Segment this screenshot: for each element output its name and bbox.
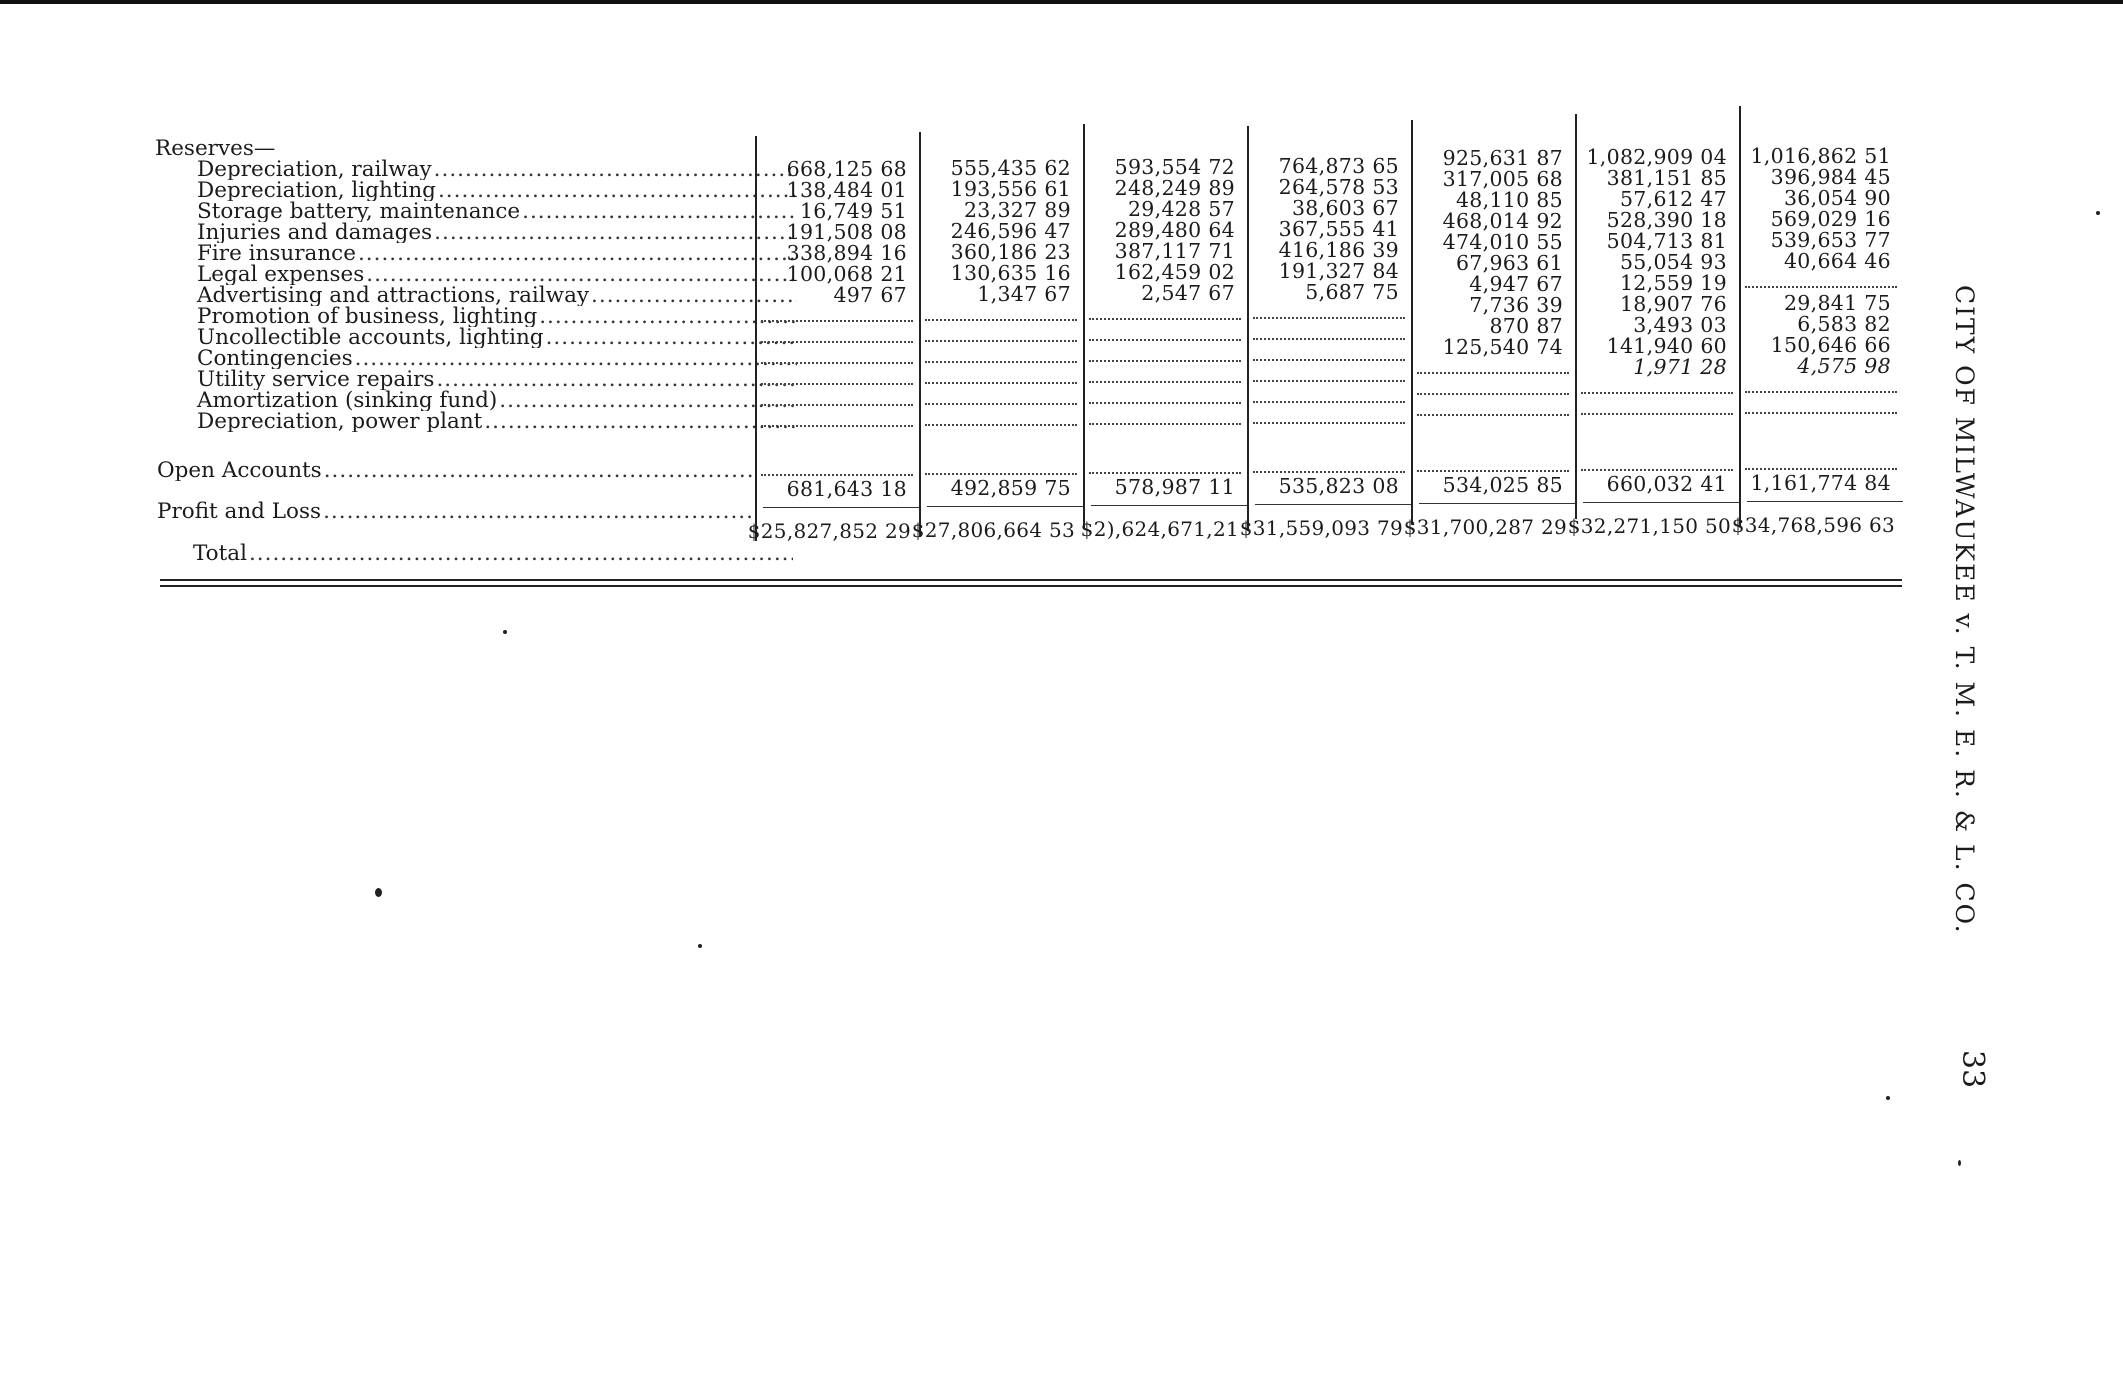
reserve-value: 191,508 08 — [786, 220, 907, 244]
empty-cell-leader — [1089, 421, 1241, 425]
subtotal-rule — [763, 507, 919, 508]
balance-sheet-table — [155, 118, 1905, 598]
reserve-value: 67,963 61 — [1455, 251, 1563, 275]
total-value: $34,768,596 63 — [1731, 513, 1895, 537]
reserve-value: 16,749 51 — [799, 199, 907, 223]
total-value: $32,271,150 50 — [1567, 514, 1731, 538]
reserve-row-label — [155, 264, 797, 285]
reserve-row-label — [155, 369, 797, 390]
ink-speck — [1958, 1160, 1961, 1166]
reserve-value: 569,029 16 — [1770, 207, 1891, 231]
empty-cell-leader — [1089, 379, 1241, 383]
empty-cell-leader — [761, 423, 913, 427]
reserve-value: 367,555 41 — [1278, 217, 1399, 241]
reserve-value: 150,646 66 — [1770, 333, 1891, 357]
reserve-value: 504,713 81 — [1606, 229, 1727, 253]
reserve-value: 6,583 82 — [1797, 312, 1891, 336]
year-column — [1567, 118, 1739, 558]
empty-cell-leader — [1253, 399, 1405, 403]
reserve-value: 248,249 89 — [1114, 176, 1235, 200]
empty-cell-leader — [925, 317, 1077, 321]
open-accounts-label-text: Open Accounts — [157, 460, 322, 481]
year-column — [747, 118, 919, 558]
empty-cell-leader — [1745, 389, 1897, 393]
subtotal-rule — [1255, 504, 1411, 505]
reserve-row-label-text: Storage battery, maintenance — [197, 201, 521, 222]
empty-cell-leader — [1253, 420, 1405, 424]
empty-cell-leader — [1089, 316, 1241, 320]
ink-speck — [698, 944, 702, 948]
empty-cell-leader — [1253, 378, 1405, 382]
reserve-value: 555,435 62 — [950, 156, 1071, 180]
empty-cell-leader — [1417, 412, 1569, 416]
reserve-value: 396,984 45 — [1770, 165, 1891, 189]
reserve-value: 474,010 55 — [1442, 230, 1563, 254]
reserve-row-label-text: Fire insurance — [197, 243, 356, 264]
ink-speck — [1886, 1096, 1890, 1100]
ink-speck — [503, 630, 507, 634]
reserve-value: 1,016,862 51 — [1750, 144, 1891, 168]
reserve-value: 36,054 90 — [1783, 186, 1891, 210]
reserve-row-label-text: Uncollectible accounts, lighting — [197, 327, 544, 348]
open-accounts-leader — [761, 472, 913, 476]
reserve-value: 381,151 85 — [1606, 166, 1727, 190]
reserve-row-label-text: Contingencies — [197, 348, 353, 369]
reserve-value: 1,971 28 — [1633, 355, 1727, 379]
total-value: $31,700,287 29 — [1403, 515, 1567, 539]
profit-loss-label-text: Profit and Loss — [157, 501, 322, 522]
empty-cell-leader — [1253, 315, 1405, 319]
reserve-value: 870 87 — [1489, 314, 1563, 338]
empty-cell-leader — [1089, 358, 1241, 362]
reserve-value: 764,873 65 — [1278, 154, 1399, 178]
reserve-row-label — [155, 180, 797, 201]
reserve-row-label-text: Advertising and attractions, railway — [197, 285, 590, 306]
reserve-row-label — [155, 306, 797, 327]
reserve-value: 23,327 89 — [963, 198, 1071, 222]
reserve-row-label — [155, 390, 797, 411]
reserve-value: 3,493 03 — [1633, 313, 1727, 337]
total-value: $31,559,093 79 — [1239, 516, 1403, 540]
reserve-value: 57,612 47 — [1619, 187, 1727, 211]
closing-rule-bottom — [160, 585, 1902, 587]
page-number: 33 — [1955, 1050, 1990, 1089]
reserves-heading: Reserves— — [155, 138, 276, 159]
reserve-value: 497 67 — [833, 283, 907, 307]
empty-cell-leader — [925, 338, 1077, 342]
reserve-value: 289,480 64 — [1114, 218, 1235, 242]
reserve-value: 416,186 39 — [1278, 238, 1399, 262]
profit-loss-value: 681,643 18 — [786, 477, 907, 501]
reserve-value: 668,125 68 — [786, 157, 907, 181]
reserve-value: 5,687 75 — [1305, 280, 1399, 304]
ink-speck — [2096, 211, 2100, 215]
empty-cell-leader — [1581, 411, 1733, 415]
reserve-row-label — [155, 201, 797, 222]
running-head: CITY OF MILWAUKEE v. T. M. E. R. & L. CO. — [1950, 285, 1979, 935]
reserve-value: 528,390 18 — [1606, 208, 1727, 232]
reserve-value: 360,186 23 — [950, 240, 1071, 264]
reserve-value: 191,327 84 — [1278, 259, 1399, 283]
year-column — [1731, 118, 1903, 558]
empty-cell-leader — [1745, 410, 1897, 414]
total-value: $2),624,671,21 — [1080, 517, 1239, 541]
reserve-value: 468,014 92 — [1442, 209, 1563, 233]
subtotal-rule — [1091, 505, 1247, 506]
empty-cell-leader — [1089, 400, 1241, 404]
reserve-value: 130,635 16 — [950, 261, 1071, 285]
year-column — [911, 118, 1083, 558]
profit-loss-value: 1,161,774 84 — [1750, 471, 1891, 495]
reserve-value: 246,596 47 — [950, 219, 1071, 243]
reserve-row-label-text: Promotion of business, lighting — [197, 306, 538, 327]
profit-loss-value: 660,032 41 — [1606, 472, 1727, 496]
reserve-value: 387,117 71 — [1114, 239, 1235, 263]
total-label-text: Total — [193, 543, 247, 564]
reserve-value: 593,554 72 — [1114, 155, 1235, 179]
empty-cell-leader — [761, 360, 913, 364]
empty-cell-leader — [1253, 357, 1405, 361]
open-accounts-label — [155, 460, 757, 481]
open-accounts-leader — [1417, 468, 1569, 472]
reserve-value: 193,556 61 — [950, 177, 1071, 201]
open-accounts-leader — [1581, 467, 1733, 471]
subtotal-rule — [1419, 503, 1575, 504]
reserve-value: 317,005 68 — [1442, 167, 1563, 191]
subtotal-rule — [1747, 501, 1903, 502]
reserve-value: 4,947 67 — [1469, 272, 1563, 296]
reserve-value: 55,054 93 — [1619, 250, 1727, 274]
reserve-row-label — [155, 243, 797, 264]
reserve-value: 539,653 77 — [1770, 228, 1891, 252]
reserve-value: 4,575 98 — [1797, 354, 1891, 378]
subtotal-rule — [1583, 502, 1739, 503]
reserve-row-label-text: Utility service repairs — [197, 369, 435, 390]
empty-cell-leader — [761, 402, 913, 406]
year-column — [1080, 118, 1247, 558]
reserve-value: 100,068 21 — [786, 262, 907, 286]
empty-cell-leader — [925, 401, 1077, 405]
reserve-row-label — [155, 222, 797, 243]
empty-cell-leader — [1253, 336, 1405, 340]
empty-cell-leader — [1745, 284, 1897, 288]
reserve-value: 338,894 16 — [786, 241, 907, 265]
reserve-value: 29,428 57 — [1127, 197, 1235, 221]
closing-rule-top — [160, 579, 1902, 581]
reserve-row-label — [155, 327, 797, 348]
year-column — [1403, 118, 1575, 558]
reserve-value: 38,603 67 — [1291, 196, 1399, 220]
profit-loss-label — [155, 501, 757, 522]
total-label — [155, 543, 793, 564]
empty-cell-leader — [925, 422, 1077, 426]
reserve-value: 925,631 87 — [1442, 146, 1563, 170]
reserve-value: 12,559 19 — [1619, 271, 1727, 295]
reserve-row-label-text: Injuries and damages — [197, 222, 433, 243]
reserve-row-label-text: Depreciation, power plant — [197, 411, 483, 432]
subtotal-rule — [927, 506, 1083, 507]
reserve-row-label — [155, 348, 797, 369]
reserve-row-label-text: Amortization (sinking fund) — [197, 390, 498, 411]
reserve-value: 18,907 76 — [1619, 292, 1727, 316]
reserve-value: 141,940 60 — [1606, 334, 1727, 358]
reserve-value: 1,347 67 — [977, 282, 1071, 306]
empty-cell-leader — [1089, 337, 1241, 341]
year-column — [1239, 118, 1411, 558]
reserve-row-label-text: Legal expenses — [197, 264, 365, 285]
profit-loss-value: 534,025 85 — [1442, 473, 1563, 497]
open-accounts-leader — [1253, 469, 1405, 473]
reserve-value: 40,664 46 — [1783, 249, 1891, 273]
empty-cell-leader — [761, 339, 913, 343]
total-value: $27,806,664 53 — [911, 518, 1075, 542]
open-accounts-leader — [1089, 470, 1241, 474]
total-value: $25,827,852 29 — [747, 519, 911, 543]
reserve-value: 29,841 75 — [1783, 291, 1891, 315]
reserve-value: 162,459 02 — [1114, 260, 1235, 284]
empty-cell-leader — [925, 359, 1077, 363]
reserve-value: 264,578 53 — [1278, 175, 1399, 199]
reserve-row-label — [155, 159, 797, 180]
reserve-row-label — [155, 285, 797, 306]
empty-cell-leader — [1417, 370, 1569, 374]
page-top-border — [0, 0, 2123, 4]
profit-loss-value: 578,987 11 — [1114, 475, 1235, 499]
reserve-value: 125,540 74 — [1442, 335, 1563, 359]
empty-cell-leader — [925, 380, 1077, 384]
empty-cell-leader — [761, 381, 913, 385]
reserve-row-label-text: Depreciation, railway — [197, 159, 432, 180]
empty-cell-leader — [1417, 391, 1569, 395]
open-accounts-leader — [1745, 466, 1897, 470]
profit-loss-value: 535,823 08 — [1278, 474, 1399, 498]
open-accounts-leader — [925, 471, 1077, 475]
reserve-value: 7,736 39 — [1469, 293, 1563, 317]
reserve-row-label-text: Depreciation, lighting — [197, 180, 436, 201]
empty-cell-leader — [1581, 390, 1733, 394]
reserve-row-label — [155, 411, 797, 432]
ink-speck — [375, 888, 382, 897]
reserve-value: 2,547 67 — [1141, 281, 1235, 305]
empty-cell-leader — [761, 318, 913, 322]
reserve-value: 48,110 85 — [1455, 188, 1563, 212]
profit-loss-value: 492,859 75 — [950, 476, 1071, 500]
reserve-value: 1,082,909 04 — [1586, 145, 1727, 169]
reserve-value: 138,484 01 — [786, 178, 907, 202]
